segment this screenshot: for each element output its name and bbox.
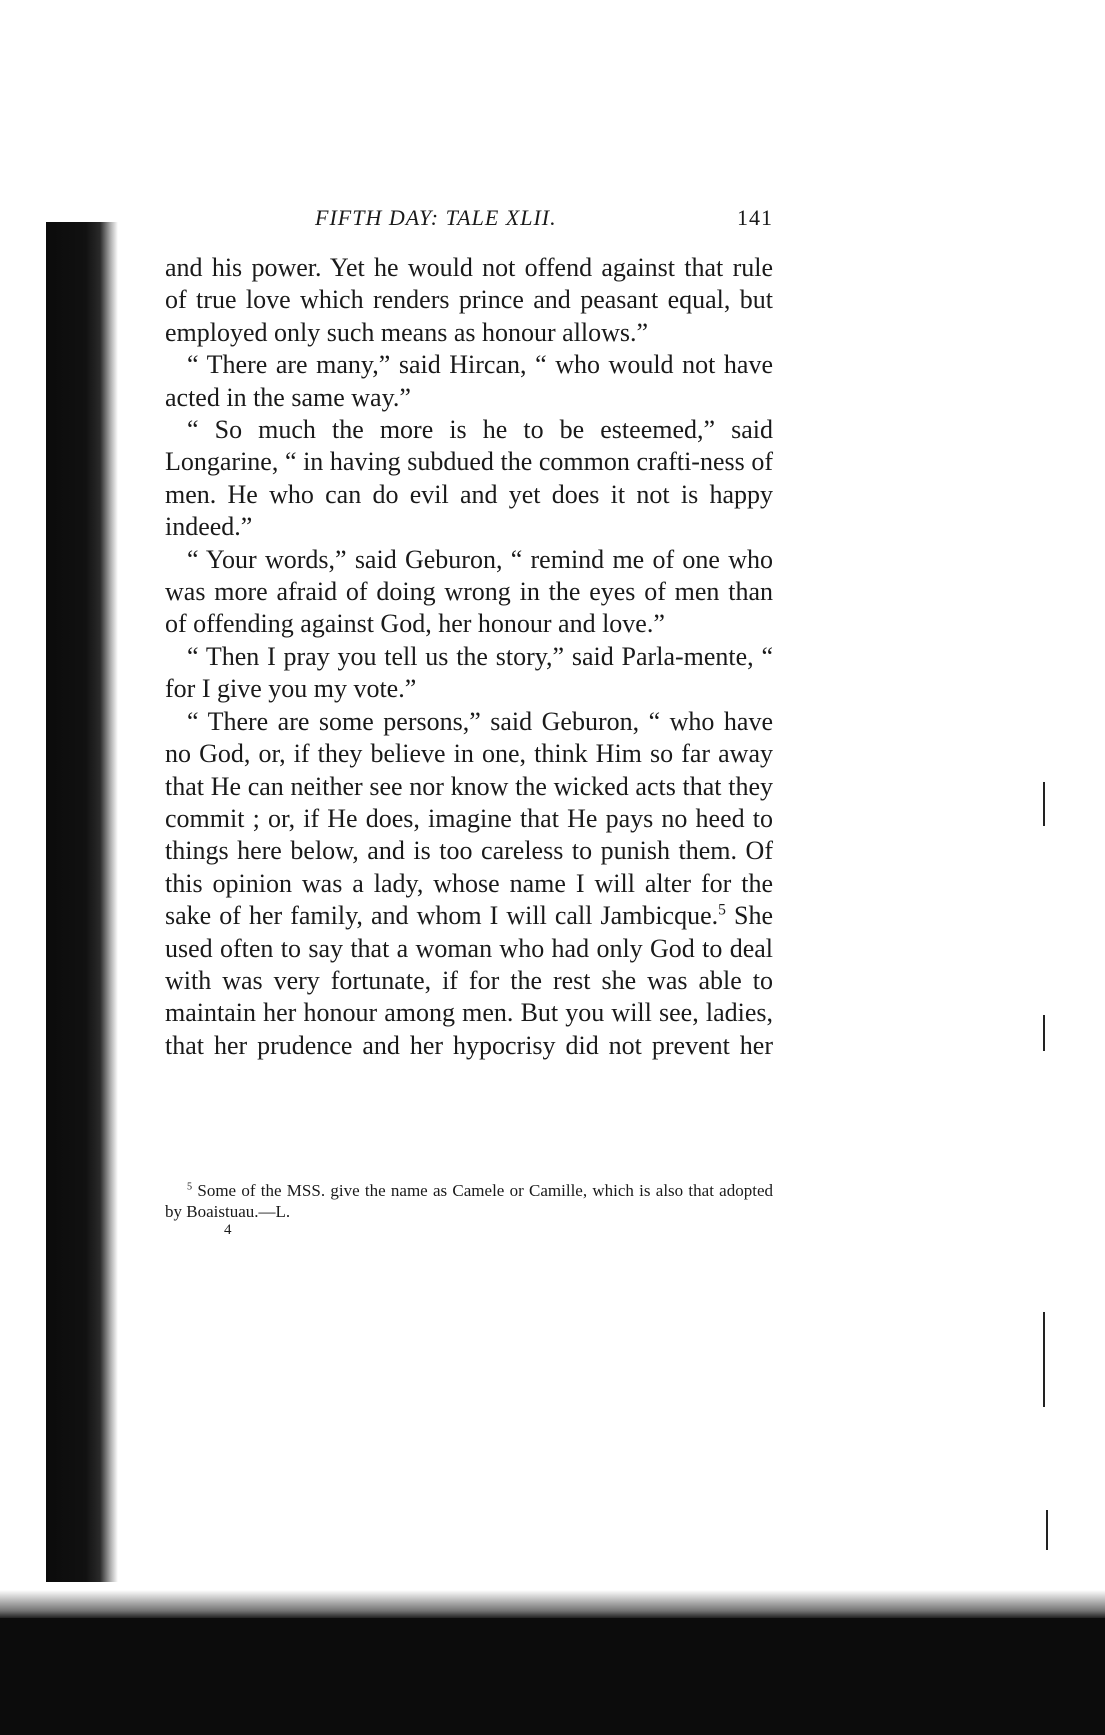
page-number: 141 <box>737 205 773 230</box>
scan-edge-mark <box>1043 1312 1045 1407</box>
scan-edge-mark <box>1046 1510 1048 1550</box>
paragraph-text: “ There are some persons,” said Geburon, “ who have no God, or, if they believe in one, think Him so far away that He can neither see nor know the wicked acts that they commit ; or, if He does, imagine that He pays no heed to things here below, and is too careless to punish them. Of this opinion was a lady, whose name I will alter for the sake of her family, and whom I will call Jambicque. <box>165 706 773 931</box>
scan-bottom-fade <box>0 1590 1105 1620</box>
signature-mark: 4 <box>224 1222 232 1238</box>
footnote <box>165 1180 773 1222</box>
paragraph <box>165 706 773 1062</box>
scan-edge-mark <box>1043 1015 1045 1051</box>
running-head-title: FIFTH DAY: TALE XLII. <box>315 205 557 230</box>
paragraph: and his power. Yet he would not offend against that rule of true love which renders prince and peasant equal, but employed only such means as honour allows.” <box>165 253 773 347</box>
paragraph: “ Your words,” said Geburon, “ remind me of one who was more afraid of doing wrong in the eyes of men than of offending against God, her honour and love.” <box>165 544 773 639</box>
paragraph: “ Then I pray you tell us the story,” said Parla-mente, “ for I give you my vote.” <box>165 641 773 704</box>
scan-binding-shadow <box>46 222 118 1582</box>
scan-bottom-shadow <box>0 1618 1105 1735</box>
body-text <box>165 252 773 1062</box>
paragraph: “ There are many,” said Hircan, “ who would not have acted in the same way.” <box>165 350 773 412</box>
footnote-reference[interactable]: 5 <box>718 901 726 919</box>
scan-edge-mark <box>1043 782 1045 826</box>
paragraph: “ So much the more is he to be esteemed,” said Longarine, “ in having subdued the common crafti-ness of men. He who can do evil and yet does it not is happy indeed.” <box>165 415 773 542</box>
running-head <box>165 205 773 235</box>
footnote-text: Some of the MSS. give the name as Camele or Camille, which is also that adopted by Boaistuau.—L. <box>165 1181 773 1221</box>
paragraph-text-continued: She used often to say that a woman who had only God to deal with was very fortunate, if for the rest she was able to maintain her honour among men. But you will see, ladies, that her prudence and her hypocrisy did not prevent her <box>165 901 774 1060</box>
footnote-marker: 5 <box>187 1181 193 1193</box>
